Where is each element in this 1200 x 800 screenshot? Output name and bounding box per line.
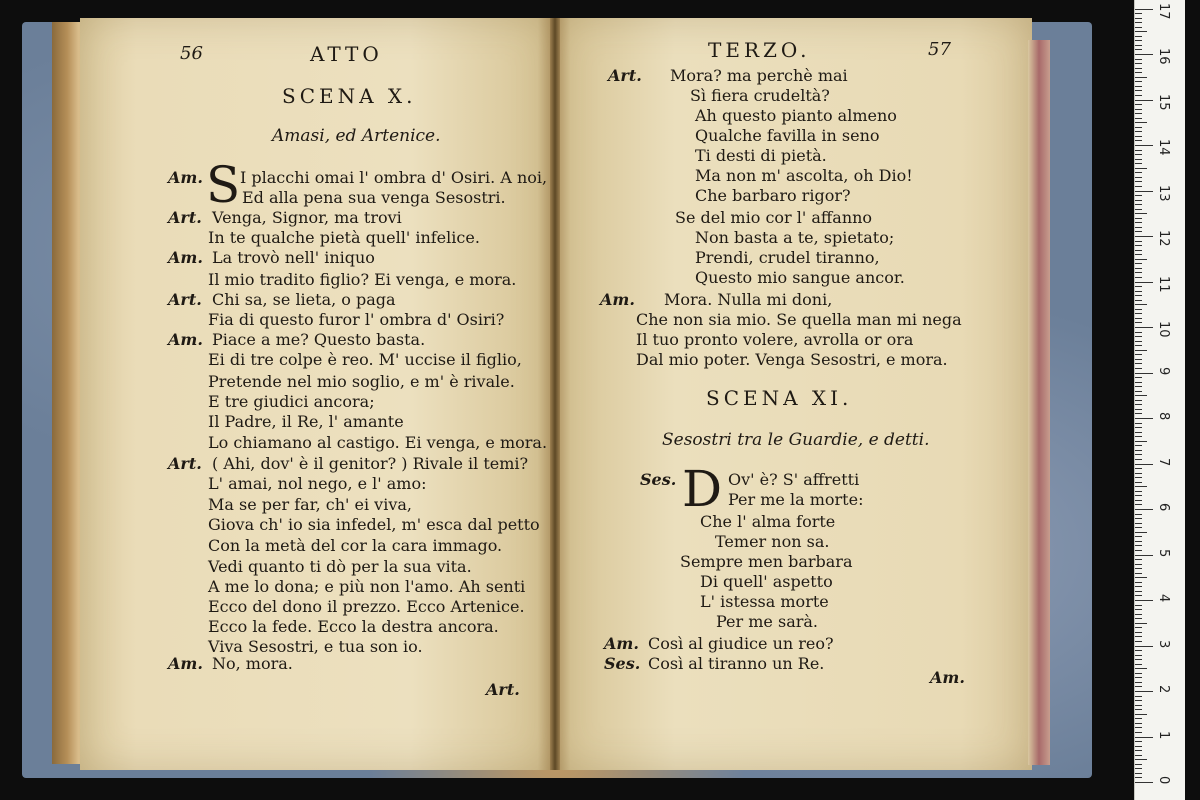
ruler-tick: [1135, 272, 1142, 273]
ruler-tick: [1135, 377, 1142, 378]
ruler-tick: [1135, 177, 1142, 178]
ruler-tick: [1135, 63, 1142, 64]
speaker-label: Am.: [168, 330, 203, 349]
ruler-tick: [1135, 395, 1147, 396]
ruler-tick: [1135, 673, 1142, 674]
ruler-tick: [1135, 764, 1142, 765]
verse-line: Qualche favilla in seno: [695, 126, 880, 145]
page-edges-right: [1028, 40, 1050, 765]
verse-line: E tre giudici ancora;: [208, 392, 375, 411]
ruler-label: 16: [1156, 48, 1171, 65]
ruler-tick: [1135, 423, 1142, 424]
ruler-tick: [1135, 609, 1142, 610]
ruler-tick: [1135, 705, 1142, 706]
ruler-tick: [1135, 36, 1142, 37]
ruler-tick: [1135, 391, 1142, 392]
ruler-tick: [1135, 350, 1147, 351]
ruler-tick: [1135, 568, 1142, 569]
ruler-tick: [1135, 682, 1142, 683]
verse-line: Temer non sa.: [715, 532, 830, 551]
ruler-tick: [1135, 482, 1142, 483]
ruler-tick: [1135, 600, 1153, 601]
ruler-label: 14: [1156, 139, 1171, 156]
verse-line: Con la metà del cor la cara immago.: [208, 536, 503, 555]
ruler-tick: [1135, 68, 1142, 69]
left-drop-cap: S: [206, 156, 241, 214]
ruler-tick: [1135, 427, 1142, 428]
verse-line: In te qualche pietà quell' infelice.: [208, 228, 480, 247]
verse-line: No, mora.: [212, 654, 293, 673]
ruler-tick: [1135, 527, 1142, 528]
ruler-tick: [1135, 282, 1153, 283]
ruler-tick: [1135, 9, 1153, 10]
ruler-tick: [1135, 677, 1142, 678]
verse-line: Chi sa, se lieta, o paga: [212, 290, 396, 309]
ruler-tick: [1135, 504, 1142, 505]
ruler-tick: [1135, 591, 1142, 592]
ruler-tick: [1135, 291, 1142, 292]
ruler-tick: [1135, 409, 1142, 410]
ruler-tick: [1135, 623, 1147, 624]
verse-line: Fia di questo furor l' ombra d' Osiri?: [208, 310, 505, 329]
ruler-tick: [1135, 404, 1142, 405]
ruler-tick: [1135, 250, 1142, 251]
verse-line: Questo mio sangue ancor.: [695, 268, 905, 287]
ruler-tick: [1135, 718, 1142, 719]
ruler-tick: [1135, 295, 1142, 296]
ruler-label: 2: [1156, 685, 1171, 694]
ruler-tick: [1135, 582, 1142, 583]
verse-line: Viva Sesostri, e tua son io.: [208, 637, 423, 656]
ruler-tick: [1135, 473, 1142, 474]
ruler-tick: [1135, 304, 1147, 305]
ruler-tick: [1135, 118, 1142, 119]
left-scene-title: SCENA X.: [282, 84, 417, 108]
ruler-tick: [1135, 750, 1142, 751]
verse-line: Ed alla pena sua venga Sesostri.: [242, 188, 506, 207]
ruler-tick: [1135, 236, 1153, 237]
ruler-tick: [1135, 332, 1142, 333]
ruler-tick: [1135, 550, 1142, 551]
ruler-tick: [1135, 209, 1142, 210]
ruler-tick: [1135, 432, 1142, 433]
verse-line: L' istessa morte: [700, 592, 829, 611]
speaker-label: Ses.: [640, 470, 677, 489]
ruler-tick: [1135, 723, 1142, 724]
ruler-tick: [1135, 577, 1147, 578]
ruler-tick: [1135, 773, 1142, 774]
speaker-label: Am.: [600, 290, 635, 309]
ruler-tick: [1135, 259, 1147, 260]
ruler-tick: [1135, 555, 1153, 556]
ruler-tick: [1135, 782, 1153, 783]
verse-line: Che barbaro rigor?: [695, 186, 851, 205]
ruler-tick: [1135, 777, 1142, 778]
verse-line: Mora. Nulla mi doni,: [664, 290, 833, 309]
ruler-tick: [1135, 163, 1142, 164]
ruler-tick: [1135, 90, 1142, 91]
ruler-tick: [1135, 759, 1147, 760]
ruler-tick: [1135, 668, 1147, 669]
ruler-tick: [1135, 172, 1142, 173]
ruler-label: 11: [1156, 275, 1171, 293]
ruler-tick: [1135, 468, 1142, 469]
verse-line: L' amai, nol nego, e l' amo:: [208, 474, 427, 493]
verse-line: Per me la morte:: [728, 490, 864, 509]
ruler-tick: [1135, 382, 1142, 383]
ruler-tick: [1135, 700, 1142, 701]
ruler-tick: [1135, 691, 1153, 692]
ruler-tick: [1135, 354, 1142, 355]
ruler-label: 12: [1156, 230, 1171, 247]
ruler-tick: [1135, 268, 1142, 269]
ruler-tick: [1135, 536, 1142, 537]
speaker-label: Ses.: [604, 654, 641, 673]
verse-line: Che l' alma forte: [700, 512, 836, 531]
ruler-tick: [1135, 122, 1147, 123]
ruler-tick: [1135, 454, 1142, 455]
ruler-tick: [1135, 181, 1142, 182]
ruler-label: 10: [1156, 321, 1171, 338]
ruler-tick: [1135, 564, 1142, 565]
verse-line: Ecco del dono il prezzo. Ecco Artenice.: [208, 597, 525, 616]
ruler-label: 1: [1156, 730, 1171, 739]
ruler-tick: [1135, 732, 1142, 733]
verse-line: Mora? ma perchè mai: [670, 66, 848, 85]
book-gutter: [550, 18, 560, 770]
verse-line: Venga, Signor, ma trovi: [212, 208, 402, 227]
ruler-tick: [1135, 636, 1142, 637]
ruler-tick: [1135, 254, 1142, 255]
ruler-tick: [1135, 95, 1142, 96]
verse-line: Dal mio poter. Venga Sesostri, e mora.: [636, 350, 948, 369]
ruler-tick: [1135, 227, 1142, 228]
measurement-ruler: [1134, 0, 1185, 800]
ruler-tick: [1135, 450, 1142, 451]
ruler-tick: [1135, 140, 1142, 141]
verse-line: Ei di tre colpe è reo. M' uccise il figlio,: [208, 350, 522, 369]
verse-line: Per me sarà.: [716, 612, 818, 631]
ruler-tick: [1135, 59, 1142, 60]
ruler-tick: [1135, 154, 1142, 155]
ruler-tick: [1135, 650, 1142, 651]
ruler-tick: [1135, 618, 1142, 619]
ruler-tick: [1135, 309, 1142, 310]
ruler-tick: [1135, 413, 1142, 414]
ruler-tick: [1135, 313, 1142, 314]
ruler-tick: [1135, 363, 1142, 364]
ruler-tick: [1135, 100, 1153, 101]
right-running-head: TERZO.: [708, 38, 811, 62]
ruler-tick: [1135, 336, 1142, 337]
ruler-tick: [1135, 40, 1142, 41]
ruler-tick: [1135, 327, 1153, 328]
ruler-tick: [1135, 286, 1142, 287]
left-scene-characters: Amasi, ed Artenice.: [272, 126, 441, 146]
speaker-label: Am.: [168, 168, 203, 187]
verse-line: Ecco la fede. Ecco la destra ancora.: [208, 617, 499, 636]
ruler-tick: [1135, 441, 1147, 442]
ruler-label: 5: [1156, 548, 1171, 557]
ruler-label: 17: [1156, 2, 1171, 20]
ruler-tick: [1135, 127, 1142, 128]
ruler-tick: [1135, 464, 1153, 465]
ruler-tick: [1135, 131, 1142, 132]
ruler-tick: [1135, 77, 1147, 78]
ruler-label: 0: [1156, 776, 1171, 785]
ruler-tick: [1135, 195, 1142, 196]
ruler-tick: [1135, 755, 1142, 756]
ruler-tick: [1135, 655, 1142, 656]
ruler-tick: [1135, 545, 1142, 546]
ruler-tick: [1135, 168, 1147, 169]
ruler-tick: [1135, 727, 1142, 728]
ruler-tick: [1135, 573, 1142, 574]
ruler-tick: [1135, 605, 1142, 606]
ruler-tick: [1135, 418, 1153, 419]
ruler-tick: [1135, 400, 1142, 401]
speaker-label: Art.: [168, 290, 202, 309]
verse-line: Il tuo pronto volere, avrolla or ora: [636, 330, 914, 349]
ruler-tick: [1135, 509, 1153, 510]
ruler-tick: [1135, 218, 1142, 219]
verse-line: Così al giudice un reo?: [648, 634, 834, 653]
ruler-tick: [1135, 486, 1147, 487]
ruler-tick: [1135, 231, 1142, 232]
ruler-tick: [1135, 104, 1142, 105]
verse-line: Vedi quanto ti dò per la sua vita.: [208, 557, 472, 576]
verse-line: Di quell' aspetto: [700, 572, 833, 591]
ruler-tick: [1135, 277, 1142, 278]
ruler-tick: [1135, 222, 1142, 223]
right-scene-characters: Sesostri tra le Guardie, e detti.: [662, 430, 930, 450]
ruler-tick: [1135, 31, 1147, 32]
ruler-tick: [1135, 72, 1142, 73]
ruler-tick: [1135, 13, 1142, 14]
ruler-tick: [1135, 386, 1142, 387]
ruler-tick: [1135, 595, 1142, 596]
ruler-tick: [1135, 614, 1142, 615]
ruler-tick: [1135, 191, 1153, 192]
verse-line: Pretende nel mio soglio, e m' è rivale.: [208, 372, 515, 391]
ruler-label: 7: [1156, 457, 1171, 466]
ruler-label: 6: [1156, 503, 1171, 512]
speaker-label: Am.: [168, 654, 203, 673]
ruler-tick: [1135, 359, 1142, 360]
verse-line: La trovò nell' iniquo: [212, 248, 375, 267]
verse-line: Prendi, crudel tiranno,: [695, 248, 880, 267]
ruler-tick: [1135, 368, 1142, 369]
ruler-label: 3: [1156, 639, 1171, 648]
verse-line: Ah questo pianto almeno: [695, 106, 897, 125]
ruler-tick: [1135, 641, 1142, 642]
verse-line: Ma se per far, ch' ei viva,: [208, 495, 412, 514]
ruler-tick: [1135, 768, 1142, 769]
verse-line: Sì fiera crudeltà?: [690, 86, 830, 105]
verse-line: Ov' è? S' affretti: [728, 470, 860, 489]
ruler-tick: [1135, 664, 1142, 665]
ruler-tick: [1135, 318, 1142, 319]
ruler-tick: [1135, 459, 1142, 460]
speaker-label: Art.: [168, 208, 202, 227]
ruler-label: 4: [1156, 594, 1171, 603]
ruler-tick: [1135, 518, 1142, 519]
ruler-tick: [1135, 150, 1142, 151]
ruler-tick: [1135, 18, 1142, 19]
ruler-tick: [1135, 586, 1142, 587]
verse-line: Lo chiamano al castigo. Ei venga, e mora.: [208, 433, 548, 452]
ruler-tick: [1135, 746, 1142, 747]
ruler-tick: [1135, 632, 1142, 633]
ruler-tick: [1135, 500, 1142, 501]
verse-line: Ti desti di pietà.: [695, 146, 827, 165]
speaker-label: Am.: [168, 248, 203, 267]
ruler-tick: [1135, 659, 1142, 660]
ruler-tick: [1135, 341, 1142, 342]
ruler-tick: [1135, 27, 1142, 28]
speaker-label: Art.: [608, 66, 642, 85]
verse-line: Se del mio cor l' affanno: [675, 208, 873, 227]
ruler-tick: [1135, 737, 1153, 738]
speaker-label: Am.: [604, 634, 639, 653]
verse-line: Il Padre, il Re, l' amante: [208, 412, 404, 431]
ruler-tick: [1135, 113, 1142, 114]
ruler-tick: [1135, 22, 1142, 23]
verse-line: Ma non m' ascolta, oh Dio!: [695, 166, 913, 185]
verse-line: Non basta a te, spietato;: [695, 228, 895, 247]
ruler-label: 8: [1156, 412, 1171, 421]
ruler-tick: [1135, 559, 1142, 560]
ruler-tick: [1135, 49, 1142, 50]
ruler-tick: [1135, 300, 1142, 301]
ruler-tick: [1135, 514, 1142, 515]
ruler-tick: [1135, 200, 1142, 201]
ruler-tick: [1135, 109, 1142, 110]
ruler-label: 13: [1156, 184, 1171, 202]
ruler-tick: [1135, 54, 1153, 55]
verse-line: A me lo dona; e più non l'amo. Ah senti: [208, 577, 526, 596]
ruler-tick: [1135, 345, 1142, 346]
verse-line: Il mio tradito figlio? Ei venga, e mora.: [208, 270, 517, 289]
ruler-tick: [1135, 204, 1142, 205]
verse-line: Così al tiranno un Re.: [648, 654, 825, 673]
ruler-tick: [1135, 495, 1142, 496]
ruler-tick: [1135, 81, 1142, 82]
ruler-tick: [1135, 709, 1142, 710]
ruler-tick: [1135, 322, 1142, 323]
verse-line: Piace a me? Questo basta.: [212, 330, 426, 349]
ruler-tick: [1135, 213, 1147, 214]
ruler-tick: [1135, 263, 1142, 264]
ruler-label: 9: [1156, 366, 1171, 375]
ruler-tick: [1135, 436, 1142, 437]
ruler-tick: [1135, 541, 1142, 542]
verse-line: Sempre men barbara: [680, 552, 853, 571]
ruler-tick: [1135, 714, 1147, 715]
speaker-label: Art.: [168, 454, 202, 473]
ruler-tick: [1135, 136, 1142, 137]
ruler-tick: [1135, 241, 1142, 242]
ruler-tick: [1135, 159, 1142, 160]
ruler-tick: [1135, 646, 1153, 647]
right-scene-title: SCENA XI.: [706, 386, 853, 410]
ruler-tick: [1135, 491, 1142, 492]
ruler-tick: [1135, 86, 1142, 87]
right-drop-cap: D: [682, 460, 723, 518]
ruler-tick: [1135, 741, 1142, 742]
right-page-number: 57: [928, 39, 951, 60]
ruler-tick: [1135, 532, 1147, 533]
verse-line: I placchi omai l' ombra d' Osiri. A noi,: [240, 168, 548, 187]
ruler-tick: [1135, 696, 1142, 697]
ruler-tick: [1135, 686, 1142, 687]
ruler-tick: [1135, 145, 1153, 146]
ruler-label: 15: [1156, 93, 1171, 111]
ruler-tick: [1135, 373, 1153, 374]
ruler-tick: [1135, 523, 1142, 524]
ruler-tick: [1135, 477, 1142, 478]
ruler-tick: [1135, 45, 1142, 46]
left-page-number: 56: [180, 43, 203, 64]
right-catchword: Am.: [930, 668, 965, 687]
ruler-tick: [1135, 245, 1142, 246]
left-running-head: ATTO: [310, 42, 383, 66]
verse-line: Che non sia mio. Se quella man mi nega: [636, 310, 962, 329]
ruler-tick: [1135, 186, 1142, 187]
left-catchword: Art.: [486, 680, 520, 699]
verse-line: Giova ch' io sia infedel, m' esca dal petto: [208, 515, 540, 534]
verse-line: ( Ahi, dov' è il genitor? ) Rivale il temi?: [212, 454, 529, 473]
ruler-tick: [1135, 445, 1142, 446]
ruler-tick: [1135, 627, 1142, 628]
